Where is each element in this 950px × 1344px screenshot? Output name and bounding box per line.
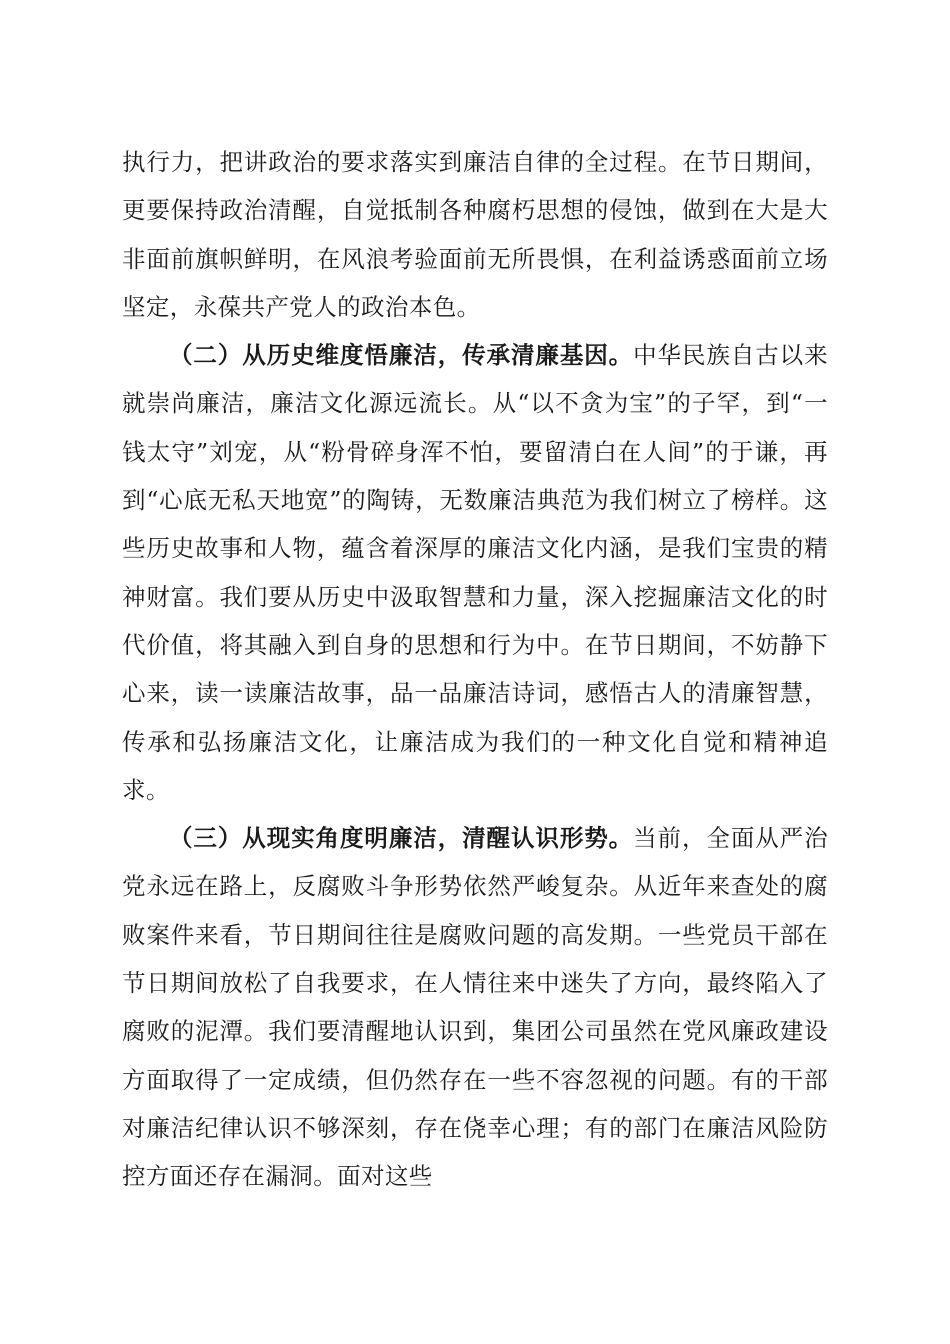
document-page xyxy=(122,138,828,1201)
paragraph-body: 中华民族自古以来就崇尚廉洁，廉洁文化源远流长。从“以不贪为宝”的子罕，到“一钱太守”刘宠，从“粉骨碎身浑不怕，要留清白在人间”的于谦，再到“心底无私天地宽”的陶铸，无数廉洁典范为我们树立了榜样。这些历史故事和人物，蕴含着深厚的廉洁文化内涵，是我们宝贵的精神财富。我们要从历史中汲取智慧和力量，深入挖掘廉洁文化的时代价值，将其融入到自身的思想和行为中。在节日期间，不妨静下心来，读一读廉洁故事，品一品廉洁诗词，感悟古人的清廉智慧，传承和弘扬廉洁文化，让廉洁成为我们的一种文化自觉和精神追求。 xyxy=(122,341,828,804)
paragraph-body: 当前，全面从严治党永远在路上，反腐败斗争形势依然严峻复杂。从近年来查处的腐败案件来看，节日期间往往是腐败问题的高发期。一些党员干部在节日期间放松了自我要求，在人情往来中迷失了方向，最终陷入了腐败的泥潭。我们要清醒地认识到，集团公司虽然在党风廉政建设方面取得了一定成绩，但仍然存在一些不容忽视的问题。有的干部对廉洁纪律认识不够深刻，存在侥幸心理；有的部门在廉洁风险防控方面还存在漏洞。面对这些 xyxy=(122,824,828,1191)
paragraph-section-2 xyxy=(122,331,828,814)
section-heading: （二）从历史维度悟廉洁，传承清廉基因。 xyxy=(169,341,634,370)
paragraph-body: 执行力，把讲政治的要求落实到廉洁自律的全过程。在节日期间，更要保持政治清醒，自觉抵制各种腐朽思想的侵蚀，做到在大是大非面前旗帜鲜明，在风浪考验面前无所畏惧，在利益诱惑面前立场坚定，永葆共产党人的政治本色。 xyxy=(122,148,828,321)
paragraph-section-3 xyxy=(122,814,828,1200)
section-heading: （三）从现实角度明廉洁，清醒认识形势。 xyxy=(169,824,634,853)
paragraph-continuation xyxy=(122,138,828,331)
